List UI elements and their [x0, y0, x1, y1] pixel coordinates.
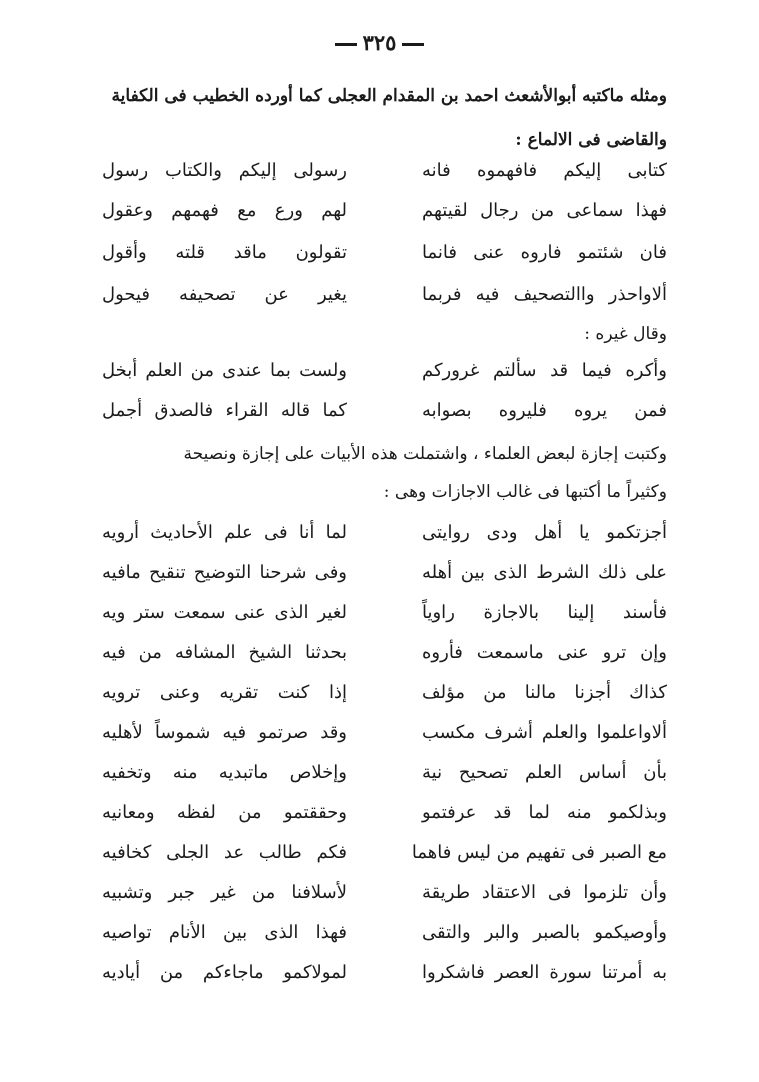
poem3-verse-8-second-hemistich: وحققتمو من لفظه ومعانيه	[102, 802, 347, 823]
poem1-verse-4-second-hemistich: يغير عن تصحيفه فيحول	[102, 284, 347, 305]
poem3-verse-12-first-hemistich: به أمرتنا سورة العصر فاشكروا	[422, 962, 667, 983]
middle-prose-line-2: وكثيراً ما أكتبها فى غالب الاجازات وهى :	[383, 482, 667, 502]
intro-line-2: والقاضى فى الالماع :	[515, 130, 667, 150]
poem1-verse	[0, 200, 759, 240]
poem3-verse	[0, 682, 759, 722]
page-number-dash-right	[402, 43, 424, 46]
poem3-verse-11-first-hemistich: وأوصيكمو بالصبر والبر والتقى	[422, 922, 667, 943]
poem3-verse-11-second-hemistich: فهذا الذى بين الأنام تواصيه	[102, 922, 347, 943]
poem3-verse-3-second-hemistich: لغير الذى عنى سمعت ستر ويه	[102, 602, 347, 623]
poem3-verse-7-first-hemistich: بأن أساس العلم تصحيح نية	[422, 762, 667, 783]
poem3-verse	[0, 642, 759, 682]
poem3-verse	[0, 522, 759, 562]
poem2-verse	[0, 400, 759, 440]
poem3-verse-9-first-hemistich: مع الصبر فى تفهيم من ليس فاهما	[411, 842, 667, 863]
poem3-verse	[0, 602, 759, 642]
poem3-verse	[0, 802, 759, 842]
poem3-verse	[0, 962, 759, 1002]
poem3-verse-10-second-hemistich: لأسلافنا من غير جبر وتشبيه	[102, 882, 347, 903]
page-number	[0, 30, 759, 55]
poem3-verse-9-second-hemistich: فكم طالب عد الجلى كخافيه	[102, 842, 347, 863]
poem3-verse	[0, 922, 759, 962]
poem2-verse-1-second-hemistich: ولست بما عندى من العلم أبخل	[102, 360, 347, 381]
poem3-verse-4-first-hemistich: وإن ترو عنى ماسمعت فأروه	[422, 642, 667, 663]
poem3-verse-4-second-hemistich: بحدثنا الشيخ المشافه من فيه	[102, 642, 347, 663]
intro-line-1: ومثله ماكتبه أبوالأشعث احمد بن المقدام العجلى كما أورده الخطيب فى الكفاية	[111, 86, 667, 106]
poem1-verse-1-second-hemistich: رسولى إليكم والكتاب رسول	[102, 160, 347, 181]
poem3-verse	[0, 882, 759, 922]
other-poet-intro: وقال غيره :	[584, 324, 667, 344]
poem2-verse-1-first-hemistich: وأكره فيما قد سألتم غروركم	[422, 360, 667, 381]
poem3-verse-8-first-hemistich: وبذلكمو منه لما قد عرفتمو	[422, 802, 667, 823]
page-number-text: ٣٢٥	[362, 30, 397, 55]
poem2-verse-2-second-hemistich: كما قاله القراء فالصدق أجمل	[102, 400, 347, 421]
poem1-verse	[0, 160, 759, 200]
poem3-verse	[0, 722, 759, 762]
poem2-verse-2-first-hemistich: فمن يروه فليروه بصوابه	[422, 400, 667, 421]
poem1-verse-3-second-hemistich: تقولون ماقد قلته وأقول	[102, 242, 347, 263]
poem3-verse-10-first-hemistich: وأن تلزموا فى الاعتقاد طريقة	[422, 882, 667, 903]
poem3-verse-6-second-hemistich: وقد صرتمو فيه شموساً لأهليه	[102, 722, 347, 743]
poem3-verse-6-first-hemistich: ألاواعلموا والعلم أشرف مكسب	[422, 722, 667, 743]
poem3-verse	[0, 842, 759, 882]
poem3-verse	[0, 762, 759, 802]
poem1-verse-3-first-hemistich: فان شئتمو فاروه عنى فانما	[422, 242, 667, 263]
page-number-dash-left	[335, 43, 357, 46]
poem1-verse	[0, 242, 759, 282]
poem3-verse-7-second-hemistich: وإخلاص ماتبديه منه وتخفيه	[102, 762, 347, 783]
poem3-verse-3-first-hemistich: فأسند إلينا بالاجازة راوياً	[422, 602, 667, 623]
poem3-verse-2-second-hemistich: وفى شرحنا التوضيح تنقيح مافيه	[102, 562, 347, 583]
poem3-verse-5-second-hemistich: إذا كنت تقريه وعنى ترويه	[102, 682, 347, 703]
poem1-verse-1-first-hemistich: كتابى إليكم فافهموه فانه	[422, 160, 667, 181]
poem2-verse	[0, 360, 759, 400]
poem1-verse-2-second-hemistich: لهم ورع مع فهمهم وعقول	[102, 200, 347, 221]
poem1-verse-2-first-hemistich: فهذا سماعى من رجال لقيتهم	[422, 200, 667, 221]
middle-prose-line-1: وكتبت إجازة لبعض العلماء ، واشتملت هذه الأبيات على إجازة ونصيحة	[183, 444, 667, 464]
poem3-verse	[0, 562, 759, 602]
poem3-verse-12-second-hemistich: لمولاكمو ماجاءكم من أياديه	[102, 962, 347, 983]
poem1-verse-4-first-hemistich: ألاواحذر واالتصحيف فيه فربما	[422, 284, 667, 305]
poem3-verse-5-first-hemistich: كذاك أجزنا مالنا من مؤلف	[422, 682, 667, 703]
poem3-verse-1-first-hemistich: أجزتكمو يا أهل ودى روايتى	[422, 522, 667, 543]
poem3-verse-2-first-hemistich: على ذلك الشرط الذى بين أهله	[422, 562, 667, 583]
poem3-verse-1-second-hemistich: لما أنا فى علم الأحاديث أرويه	[102, 522, 347, 543]
